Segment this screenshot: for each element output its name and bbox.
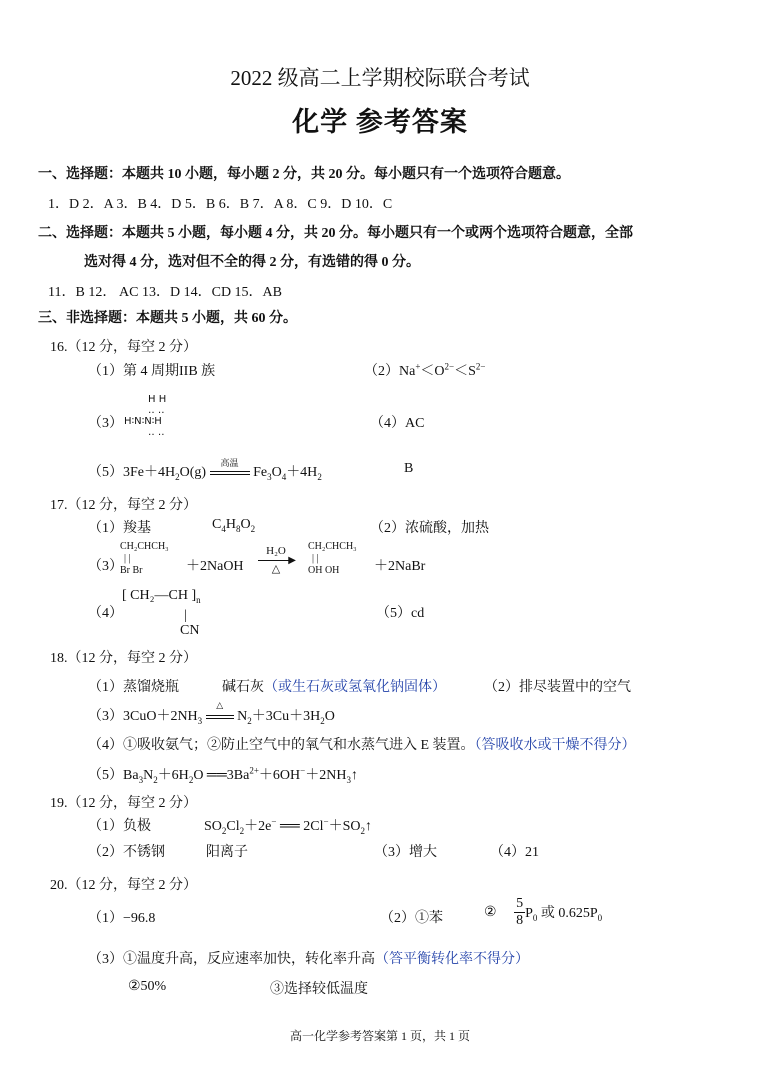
q19-answer-3: （3）增大 bbox=[374, 845, 437, 860]
q19-answer-1: （1）负极 bbox=[88, 819, 151, 834]
page-footer: 高一化学参考答案第 1 页，共 1 页 bbox=[289, 1029, 470, 1043]
q19-electrode-equation: $SO_2Cl_2+2e^-$ ══ $2Cl^-+SO_2↑$ bbox=[204, 816, 372, 836]
q17-head: 17.（12 分，每空 2 分） bbox=[50, 498, 197, 513]
q20-answer-2: （2）①苯 bbox=[380, 911, 443, 926]
q17-formula: $C_4H_8O_2$ bbox=[212, 517, 256, 534]
q17-answer-1: （1）羧基 bbox=[88, 521, 151, 536]
q20-answer-1: （1）−96.8 bbox=[88, 911, 156, 926]
q18-answer-1b: 碱石灰（或生石灰或氢氧化钠固体） bbox=[222, 680, 446, 695]
hydrazine-electron-formula: H H ‥ ‥ H∶N∶N∶H ‥ ‥ bbox=[124, 394, 167, 438]
q17-answer-5: （5）cd bbox=[376, 606, 425, 621]
q20-answer-3c: ③选择较低温度 bbox=[270, 982, 368, 997]
q19-answer-2b: 阳离子 bbox=[206, 845, 248, 860]
section2-heading: 二、选择题：本题共 5 小题，每小题 4 分，共 20 分。每小题只有一个或两个选项符合题意，全部 bbox=[38, 226, 633, 241]
reagent: ＋2NaOH bbox=[186, 559, 244, 574]
equals-sign-high-temp: 高温 bbox=[210, 466, 250, 480]
section3-heading: 三、非选择题：本题共 5 小题，共 60 分。 bbox=[38, 311, 297, 326]
q20-answer-2b: ② $\frac{5}{8}$ $P_0$ 或 $0.625P_0$ bbox=[484, 896, 603, 928]
product-extra: ＋2NaBr bbox=[374, 559, 426, 574]
exam-title: 2022 级高二上学期校际联合考试 bbox=[230, 66, 530, 90]
q18-head: 18.（12 分，每空 2 分） bbox=[50, 651, 197, 666]
section1-heading: 一、选择题：本题共 10 小题，每小题 2 分，共 20 分。每小题只有一个选项符合题意。 bbox=[38, 167, 570, 182]
reactant-structure: CH₂CHCH₃ | | Br Br bbox=[120, 541, 169, 576]
q17-answer-4-label: （4） bbox=[88, 606, 123, 621]
q18-answer-4: （4）①吸收氨气；②防止空气中的氧气和水蒸气进入 E 装置。（答吸收水或干燥不得分） bbox=[88, 738, 636, 753]
q17-answer-3-label: （3） bbox=[88, 559, 123, 574]
q16-answer-2: $(2)Na^+<O^{2-}<S^{2-}$ bbox=[364, 361, 486, 379]
q17-answer-2: （2）浓硫酸，加热 bbox=[370, 521, 489, 536]
equals-sign-heat: △ bbox=[206, 710, 234, 724]
q20-answer-3: （3）①温度升高，反应速率加快，转化率升高（答平衡转化率不得分） bbox=[88, 952, 529, 967]
q16-answer-1: （1）第 4 周期IIB 族 bbox=[88, 364, 216, 379]
q19-head: 19.（12 分，每空 2 分） bbox=[50, 796, 197, 811]
q19-answer-2: （2）不锈钢 bbox=[88, 845, 165, 860]
q16-answer-5b: B bbox=[404, 461, 414, 476]
fraction: $\frac{5}{8}$ bbox=[516, 896, 524, 928]
q18-answer-1: （1）蒸馏烧瓶 bbox=[88, 680, 179, 695]
q18-answer-3: $(3)3CuO+2NH_3$ △ $N_2+3Cu+3H_2O$ bbox=[88, 699, 335, 726]
q19-answer-4: （4）21 bbox=[490, 845, 539, 860]
q18-answer-2: （2）排尽装置中的空气 bbox=[484, 680, 631, 695]
q16-answer-3-label: （3） bbox=[88, 416, 123, 431]
q20-answer-3b: ②50% bbox=[128, 979, 167, 994]
q16-answer-4: （4）AC bbox=[370, 416, 425, 431]
q20-head: 20.（12 分，每空 2 分） bbox=[50, 878, 197, 893]
q16-head: 16.（12 分，每空 2 分） bbox=[50, 340, 197, 355]
product-structure: CH₂CHCH₃ | | OH OH bbox=[308, 541, 357, 576]
polymer-structure: [ CH₂—CH ]$_n$ | CN bbox=[122, 588, 201, 638]
section2-answers: 11．B 12． AC 13．D 14．CD 15．AB bbox=[48, 285, 283, 300]
q18-answer-5: $(5)Ba_3N_2+6H_2O$ $══3Ba^{2+}+6OH^-+2NH_3↑$ bbox=[88, 765, 358, 785]
section1-answers: 1．D 2．A 3．B 4．D 5．B 6．B 7．A 8．C 9．D 10．C bbox=[48, 197, 393, 212]
section2-heading-cont: 选对得 4 分，选对但不全的得 2 分，有选错的得 0 分。 bbox=[84, 255, 420, 270]
page-title: 化学 参考答案 bbox=[292, 107, 468, 137]
reaction-arrow: H₂O ▶ △ bbox=[258, 551, 296, 571]
q16-answer-5: $(5)3Fe+4H_2O(g)$ 高温 $Fe_3O_4+4H_2$ bbox=[88, 457, 322, 482]
